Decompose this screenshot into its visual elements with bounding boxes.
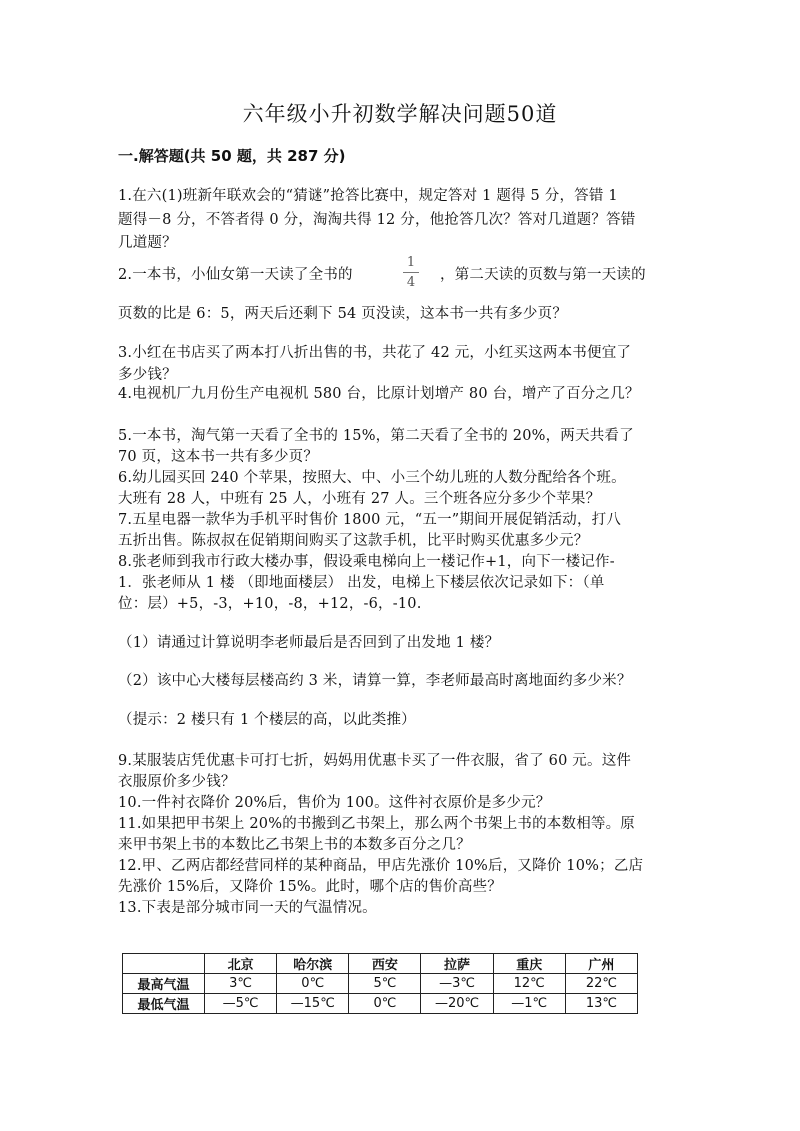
fraction-bar — [403, 272, 419, 273]
city-header-xian: 西安 — [349, 954, 421, 974]
question-7-line-2: 五折出售。陈叔叔在促销期间购买了这款手机，比平时购买优惠多少元？ — [118, 533, 589, 549]
fraction-one-quarter — [403, 256, 419, 290]
question-8-sub-1: （1）请通过计算说明李老师最后是否回到了出发地 1 楼？ — [118, 635, 500, 651]
question-12-line-2: 先涨价 15%后，又降价 15%。此时，哪个店的售价高些？ — [118, 879, 502, 895]
question-8-line-3: 位：层）+5，-3，+10，-8，+12，-6，-10. — [118, 596, 422, 612]
question-3-line-2: 多少钱？ — [118, 367, 177, 383]
row-label-min-temp: 最低气温 — [123, 994, 205, 1014]
city-header-harbin: 哈尔滨 — [277, 954, 349, 974]
question-6-line-1: 6.幼儿园买回 240 个苹果，按照大、中、小三个幼儿班的人数分配给各个班。 — [118, 470, 626, 486]
fraction-numerator: 1 — [406, 255, 416, 270]
table-cell: —1℃ — [493, 994, 565, 1014]
question-5-line-2: 70 页，这本书一共有多少页？ — [118, 449, 319, 465]
row-label-max-temp: 最高气温 — [123, 974, 205, 994]
question-4-line-1: 4.电视机厂九月份生产电视机 580 台，比原计划增产 80 台，增产了百分之几？ — [118, 386, 640, 402]
question-6-line-2: 大班有 28 人，中班有 25 人，小班有 27 人。三个班各应分多少个苹果？ — [118, 491, 601, 507]
table-cell: 5℃ — [349, 974, 421, 994]
question-9-line-1: 9.某服装店凭优惠卡可打七折，妈妈用优惠卡买了一件衣服，省了 60 元。这件 — [118, 753, 632, 769]
table-row-max-temp — [123, 974, 638, 994]
city-header-chongqing: 重庆 — [493, 954, 565, 974]
table-header-row — [123, 954, 638, 974]
question-1-line-3: 几道题？ — [118, 235, 177, 251]
table-cell: —20℃ — [421, 994, 493, 1014]
table-cell: 0℃ — [349, 994, 421, 1014]
question-2-line-1b: ，第二天读的页数与第一天读的 — [440, 267, 646, 283]
table-cell: —3℃ — [421, 974, 493, 994]
question-11-line-1: 11.如果把甲书架上 20%的书搬到乙书架上，那么两个书架上书的本数相等。原 — [118, 816, 635, 832]
question-1-line-2: 题得－8 分，不答者得 0 分，淘淘共得 12 分，他抢答几次？答对几道题？答错 — [118, 212, 636, 228]
table-cell: 0℃ — [277, 974, 349, 994]
question-12-line-1: 12.甲、乙两店都经营同样的某种商品，甲店先涨价 10%后，又降价 10%；乙店 — [118, 858, 644, 874]
question-2-line-2: 页数的比是 6：5，两天后还剩下 54 页没读，这本书一共有多少页？ — [118, 306, 568, 322]
city-header-guangzhou: 广州 — [565, 954, 637, 974]
question-8-hint: （提示：2 楼只有 1 个楼层的高，以此类推） — [118, 712, 416, 728]
question-8-line-1: 8.张老师到我市行政大楼办事，假设乘电梯向上一楼记作+1，向下一楼记作- — [118, 554, 615, 570]
question-11-line-2: 来甲书架上书的本数比乙书架上书的本数多百分之几？ — [118, 837, 471, 853]
table-cell: 13℃ — [565, 994, 637, 1014]
temperature-table — [122, 953, 638, 1014]
question-7-line-1: 7.五星电器一款华为手机平时售价 1800 元，“五一”期间开展促销活动，打八 — [118, 512, 622, 528]
city-header-lhasa: 拉萨 — [421, 954, 493, 974]
city-header-beijing: 北京 — [205, 954, 277, 974]
table-cell: —5℃ — [205, 994, 277, 1014]
question-8-line-2: 1．张老师从 1 楼 （即地面楼层） 出发，电梯上下楼层依次记录如下：（单 — [118, 575, 605, 591]
document-title: 六年级小升初数学解决问题50道 — [242, 102, 558, 126]
table-corner-cell — [123, 954, 205, 974]
table-cell: 12℃ — [493, 974, 565, 994]
question-13-line-1: 13.下表是部分城市同一天的气温情况。 — [118, 900, 377, 916]
question-9-line-2: 衣服原价多少钱？ — [118, 774, 236, 790]
question-8-sub-2: （2）该中心大楼每层楼高约 3 米，请算一算，李老师最高时离地面约多少米？ — [118, 673, 632, 689]
table-cell: 3℃ — [205, 974, 277, 994]
table-row-min-temp — [123, 994, 638, 1014]
question-10-line-1: 10.一件衬衣降价 20%后，售价为 100。这件衬衣原价是多少元？ — [118, 795, 551, 811]
section-header: 一.解答题(共 50 题，共 287 分) — [118, 147, 346, 165]
question-2-line-1a: 2.一本书，小仙女第一天读了全书的 — [118, 267, 353, 283]
question-3-line-1: 3.小红在书店买了两本打八折出售的书，共花了 42 元，小红买这两本书便宜了 — [118, 345, 632, 361]
fraction-denominator: 4 — [406, 275, 416, 290]
table-cell: 22℃ — [565, 974, 637, 994]
question-1-line-1: 1.在六(1)班新年联欢会的“猜谜”抢答比赛中，规定答对 1 题得 5 分，答错 1 — [118, 188, 618, 204]
table-cell: —15℃ — [277, 994, 349, 1014]
question-5-line-1: 5.一本书，淘气第一天看了全书的 15%，第二天看了全书的 20%，两天共看了 — [118, 428, 634, 444]
